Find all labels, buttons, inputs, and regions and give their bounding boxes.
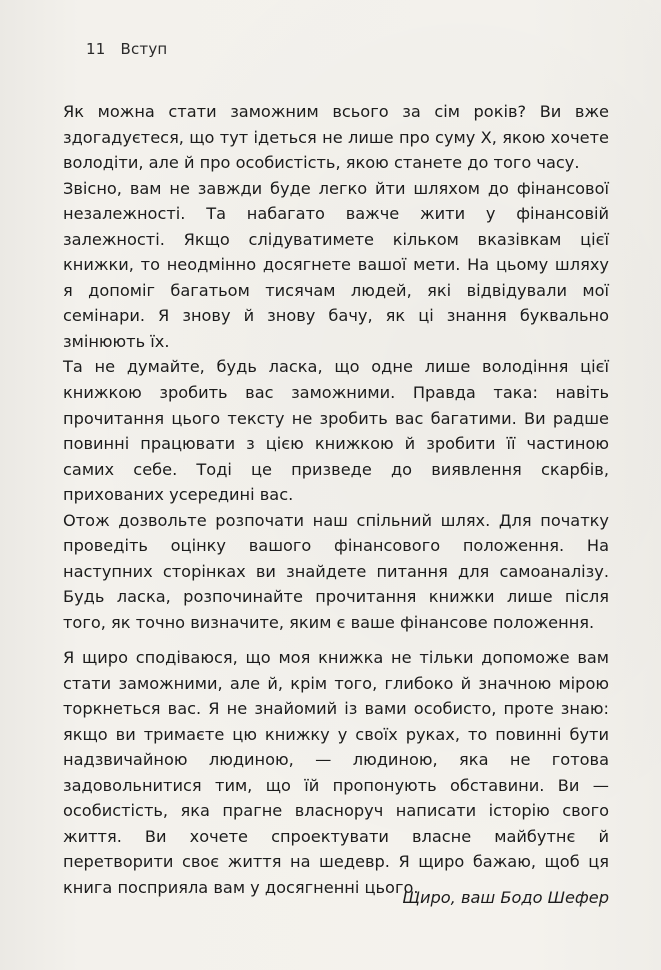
page-number: 11: [86, 40, 106, 58]
body-text-block-1: [63, 99, 609, 635]
signature: Щиро, ваш Бодо Шефер: [402, 888, 609, 907]
paragraph: Та не думайте, будь ласка, що одне лише володіння цієї книжкою зробить вас заможними. Правда така: навіть прочитання цього тексту не зробить вас багатими. Ви радше повинні працювати з цією книжкою й зробити її частиною самих себе. Тоді це призведе до виявлення скарбів, прихованих усередині вас.: [63, 357, 609, 505]
paragraph: Я щиро сподіваюся, що моя книжка не тільки допоможе вам стати заможними, але й, крім того, глибоко й значною мірою торкнеться вас. Я не знайомий із вами особисто, проте знаю: якщо ви тримаєте цю книжку у своїх руках, то повинні бути надзвичайною людиною, — людиною, яка не готова задовольнитися тим, що їй пропонують обставини. Ви — особистість, яка прагне власноруч написати історію свого життя. Ви хочете спроектувати власне майбутнє й перетворити своє життя на шедевр. Я щиро бажаю, щоб ця книга посприяла вам у досягненні цього.: [63, 648, 609, 897]
paragraph: Звісно, вам не завжди буде легко йти шляхом до фінансової незалежності. Та набагато важче жити у фінансовій залежності. Якщо слідуватимете кільком вказівкам цієї книжки, то неодмінно досягнете вашої мети. На цьому шляху я допоміг багатьом тисячам людей, які відвідували мої семінари. Я знову й знову бачу, як ці знання буквально змінюють їх.: [63, 178, 609, 351]
paragraph: Як можна стати заможним всього за сім років? Ви вже здогадуєтеся, що тут ідеться не лише про суму Х, якою хочете володіти, але й про особистість, якою станете до того часу.: [63, 102, 609, 173]
running-header: [86, 40, 167, 58]
paragraph: Отож дозвольте розпочати наш спільний шлях. Для початку проведіть оцінку вашого фінансового положення. На наступних сторінках ви знайдете питання для самоаналізу. Будь ласка, розпочинайте прочитання книжки лише після того, як точно визначите, яким є ваше фінансове положення.: [63, 510, 609, 632]
body-text-block-2: [63, 645, 609, 900]
chapter-title: Вступ: [120, 40, 168, 58]
